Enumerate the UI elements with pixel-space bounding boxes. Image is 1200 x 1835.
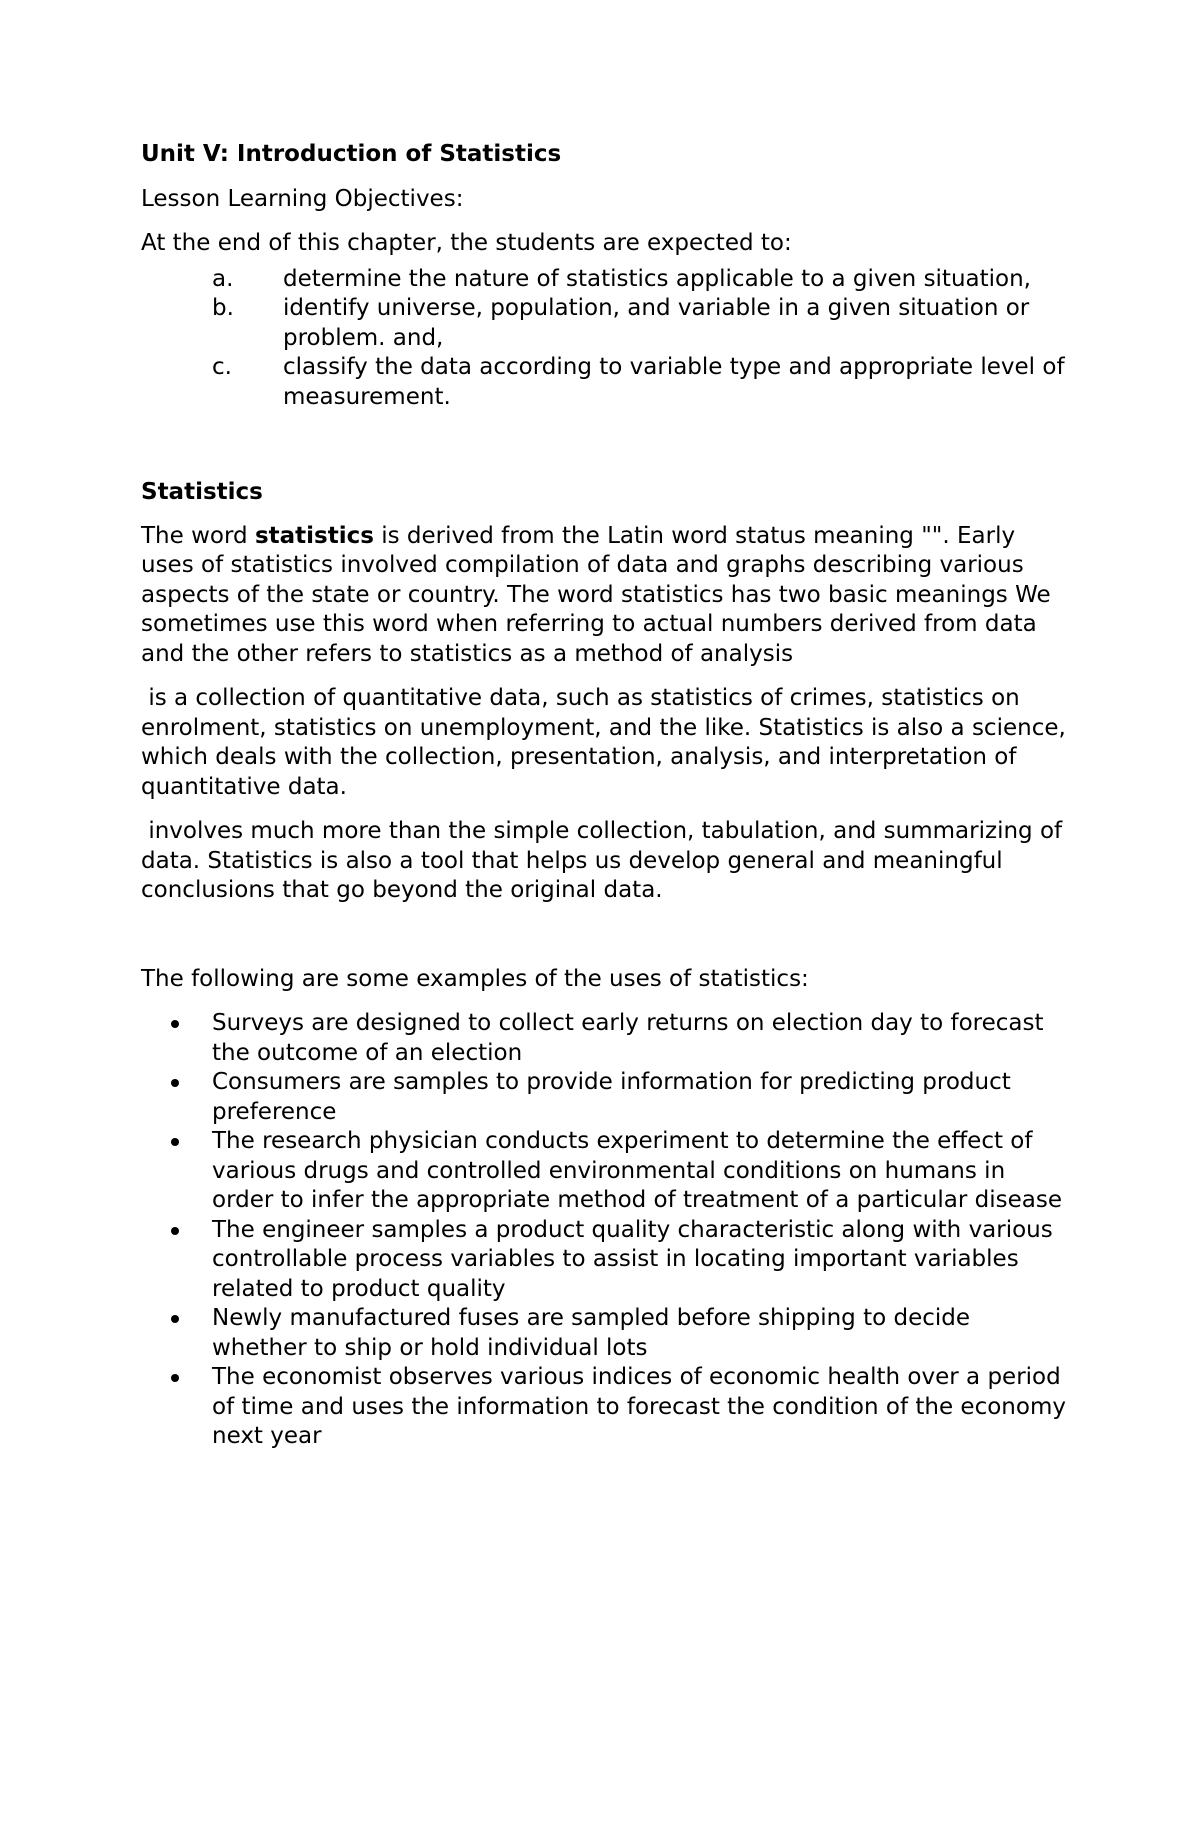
list-item [171,1216,1071,1305]
use-text: The economist observes various indices of economic health over a period of time and uses the information to forecast the condition of the economy next year [212,1364,1066,1449]
statistics-heading: Statistics [141,479,263,505]
objective-item [212,265,1071,295]
list-item [171,1009,1071,1068]
objective-text: classify the data according to variable type and appropriate level of measurement. [283,354,1065,410]
para1-bold-term: statistics [254,522,374,549]
bullet-icon [171,1079,179,1087]
objective-marker: a. [212,265,234,292]
statistics-paragraph-3: involves much more than the simple collection, tabulation, and summarizing of data. Statistics is also a tool that helps us develop general and meaningful conclusions that go beyond the original data. [141,818,1070,903]
list-item [171,1068,1071,1127]
document-body [141,140,1074,1452]
bullet-icon [171,1020,179,1028]
list-item [171,1304,1071,1363]
objectives-list [212,265,1071,413]
unit-title: Unit V: Introduction of Statistics [141,141,562,167]
para1-after: is derived from the Latin word status meaning "". Early uses of statistics involved compilation of data and graphs describing various aspects of the state or country. The word statistics has two basic meanings We sometimes use this word when referring to actual numbers derived from data and the other refers to statistics as a method of analysis [141,522,1051,667]
objective-marker: b. [212,295,234,321]
objectives-intro: At the end of this chapter, the students are expected to: [141,230,792,256]
para1-before: The word [141,522,255,549]
bullet-icon [171,1138,179,1146]
statistics-paragraph-1 [141,522,1071,670]
list-item [171,1363,1071,1452]
use-text: Surveys are designed to collect early returns on election day to forecast the outcome of an election [212,1010,1044,1066]
objective-text: identify universe, population, and variable in a given situation or problem. and, [283,295,1030,351]
bullet-icon [171,1315,179,1323]
bullet-icon [171,1374,179,1382]
use-text: Consumers are samples to provide information for predicting product preference [212,1069,1011,1125]
objective-item [212,294,1071,353]
list-item [171,1127,1071,1216]
uses-list [171,1009,1071,1452]
use-text: The engineer samples a product quality characteristic along with various controllable process variables to assist in locating important variables related to product quality [212,1216,1053,1302]
objective-text: determine the nature of statistics applicable to a given situation, [283,265,1031,292]
objective-item [212,353,1071,412]
objective-marker: c. [212,354,232,380]
use-text: Newly manufactured fuses are sampled before shipping to decide whether to ship or hold individual lots [212,1305,971,1361]
use-text: The research physician conducts experiment to determine the effect of various drugs and controlled environmental conditions on humans in order to infer the appropriate method of treatment of a particular disease [212,1128,1062,1213]
lesson-objectives-label: Lesson Learning Objectives: [141,185,464,212]
statistics-paragraph-2: is a collection of quantitative data, such as statistics of crimes, statistics on enrolment, statistics on unemployment, and the like. Statistics is also a science, which deals with the collection, presentation, analysis, and interpretation of quantitative data. [141,685,1074,800]
uses-intro: The following are some examples of the uses of statistics: [141,965,809,992]
bullet-icon [171,1227,179,1235]
